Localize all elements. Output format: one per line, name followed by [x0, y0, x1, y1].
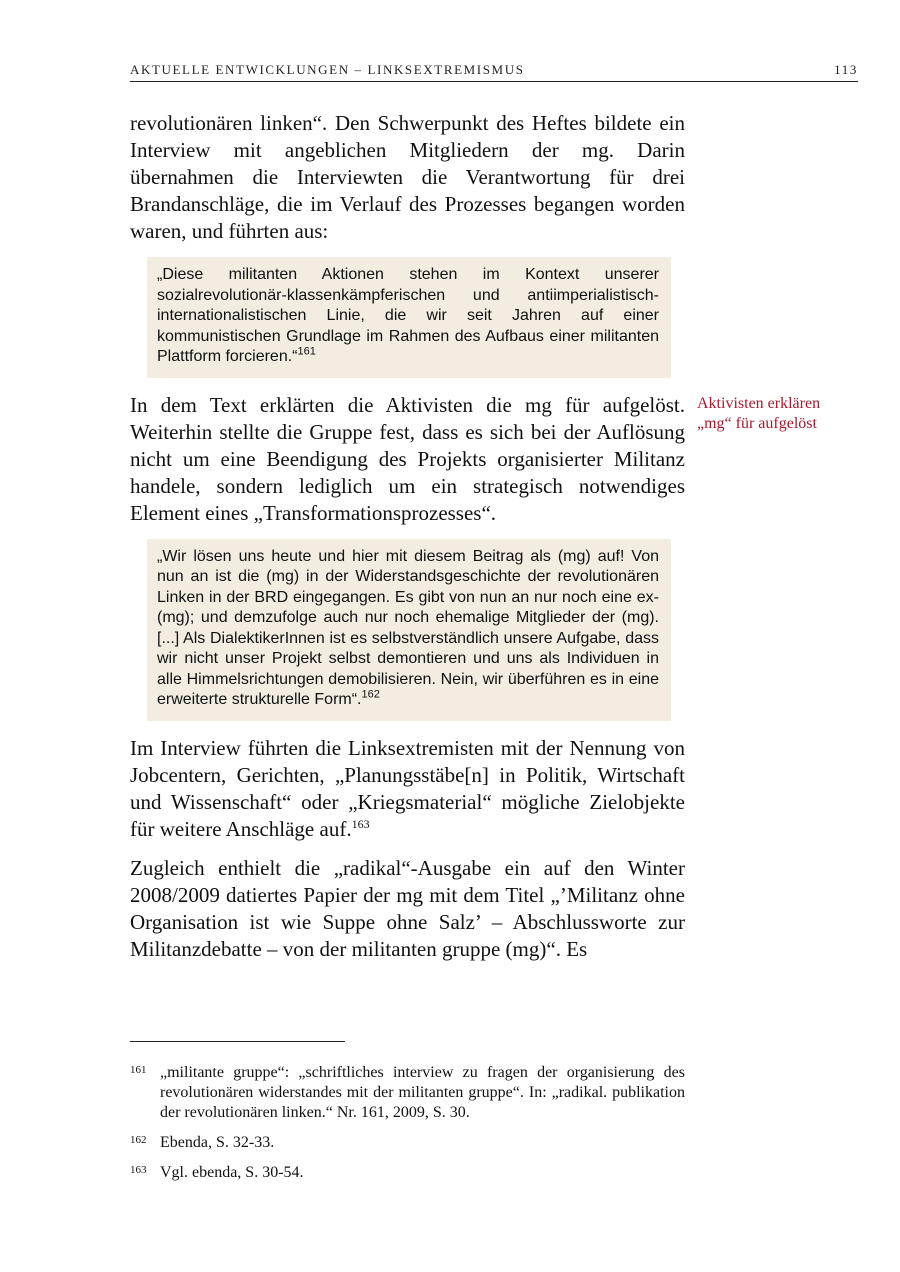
- footnote-text: Vgl. ebenda, S. 30-54.: [160, 1164, 304, 1181]
- footnotes: [130, 1063, 685, 1193]
- paragraph-2: In dem Text erklärten die Aktivisten die mg für aufgelöst. Weiterhin stellte die Gruppe fest, dass es sich bei der Auflösung nicht um eine Beendigung des Projekts organisierter Militanz handele, sondern lediglich um ein strategisch notwendiges Element eines „Transformationsprozesses“.: [130, 392, 685, 525]
- block-quote-2-text: „Wir lösen uns heute und hier mit diesem Beitrag als (mg) auf! Von nun an ist die (mg) in der Widerstandsgeschichte der revolutionären Linken in der BRD eingegangen. Es gibt von nun an nur noch eine ex-(mg); und demzufolge auch nur noch ehemalige Mitglieder der (mg). [...] Als DialektikerInnen ist es selbstverständlich unsere Aufgabe, dass wir nicht unser Projekt selbst demontieren und uns als Individuen in alle Himmelsrichtungen demobilisieren. Nein, wir überführen es in eine erweiterte strukturelle Form“.: [157, 547, 659, 708]
- margin-note-line-2: „mg“ für aufgelöst: [697, 415, 817, 432]
- footnote-text: „militante gruppe“: „schriftliches interview zu fragen der organisierung des revolutionären widerstandes mit der militanten gruppe“. In: „radikal. publikation der revolutionären linken.“ Nr. 161, 2009, S. 30.: [160, 1064, 685, 1121]
- block-quote-1: [147, 257, 671, 378]
- margin-note: [697, 394, 867, 434]
- footnote-163: [130, 1163, 685, 1183]
- block-quote-2: [147, 539, 671, 721]
- footnote-text: Ebenda, S. 32-33.: [160, 1134, 275, 1151]
- paragraph-3: [130, 735, 685, 843]
- footnote-number: 163: [130, 1164, 147, 1176]
- footnote-162: [130, 1133, 685, 1153]
- main-text: [130, 110, 685, 975]
- footnote-161: [130, 1063, 685, 1123]
- footnote-ref-161[interactable]: 161: [297, 345, 316, 358]
- footnote-number: 162: [130, 1134, 147, 1146]
- footnote-number: 161: [130, 1064, 147, 1076]
- page-number: 113: [834, 62, 858, 77]
- margin-note-line-1: Aktivisten erklären: [697, 395, 821, 412]
- running-header-title: AKTUELLE ENTWICKLUNGEN – LINKSEXTREMISMUS: [130, 62, 525, 77]
- footnote-ref-163[interactable]: 163: [351, 816, 370, 831]
- footnote-ref-162[interactable]: 162: [361, 688, 380, 701]
- running-header: [130, 62, 858, 82]
- block-quote-1-text: „Diese militanten Aktionen stehen im Kontext unserer sozialrevolutionär-klassenkämpferischen und antiimperialistisch-internationalistischen Linie, die wir seit Jahren auf einer kommunistischen Grundlage im Rahmen des Aufbaus einer militanten Plattform forcieren.“: [157, 266, 659, 365]
- paragraph-1: revolutionären linken“. Den Schwerpunkt des Heftes bildete ein Interview mit angeblichen Mitgliedern der mg. Darin übernahmen die Interviewten die Verantwortung für drei Brandanschläge, die im Verlauf des Prozesses begangen worden waren, und führten aus:: [130, 111, 685, 243]
- footnote-separator: [130, 1041, 345, 1042]
- paragraph-3-text: Im Interview führten die Linksextremisten mit der Nennung von Jobcentern, Gerichten, „Planungsstäbe[n] in Politik, Wirtschaft und Wissenschaft“ oder „Kriegsmaterial“ mögliche Zielobjekte für weitere Anschläge auf.: [130, 735, 685, 841]
- paragraph-4: Zugleich enthielt die „radikal“-Ausgabe ein auf den Winter 2008/2009 datiertes Papier der mg mit dem Titel „’Militanz ohne Organisation ist wie Suppe ohne Salz’ – Abschlussworte zur Militanzdebatte – von der militanten gruppe (mg)“. Es: [130, 855, 685, 961]
